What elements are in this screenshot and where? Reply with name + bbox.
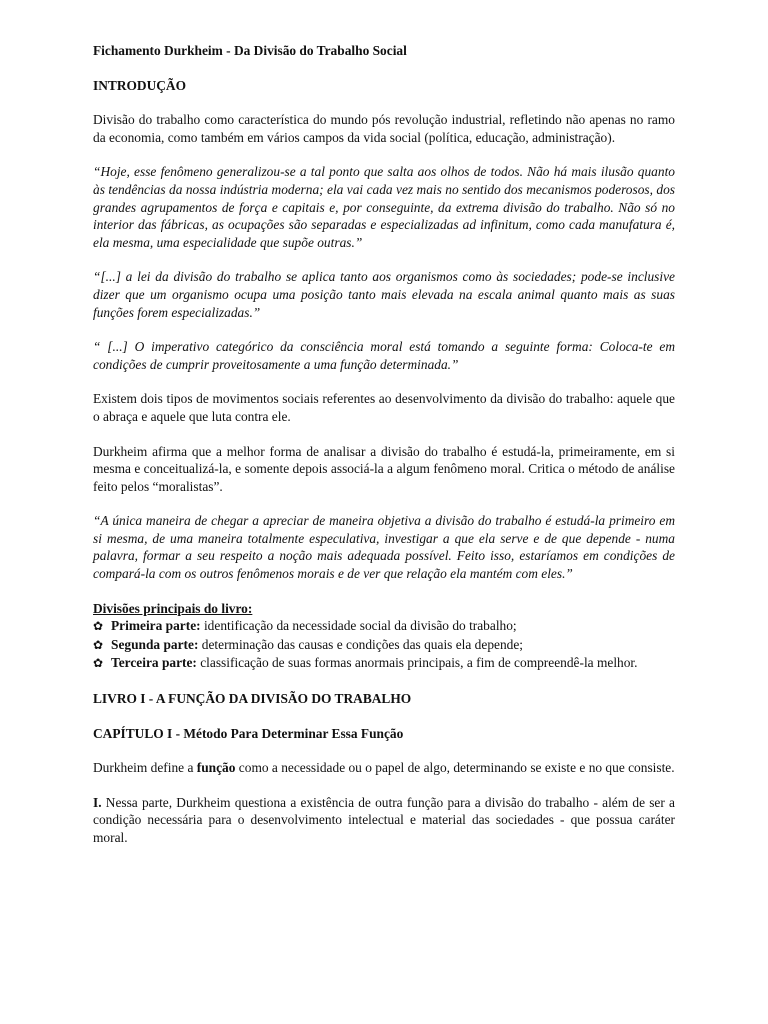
list-item [93,617,675,636]
paragraph-intro: Divisão do trabalho como característica do mundo pós revolução industrial, refletindo não apenas no ramo da economia, como também em vários campos da vida social (política, educação, administração). [93,112,675,145]
quote-1: “Hoje, esse fenômeno generalizou-se a tal ponto que salta aos olhos de todos. Não há mais ilusão quanto às tendências da nossa indústria moderna; ela vai cada vez mais no sentido dos mecanismos poderosos, dos grandes agrupamentos de força e capitais e, por conseguinte, da extrema divisão do trabalho. Não só no interior das fábricas, as ocupações são separadas e especializadas ad infinitum, como cada manufatura é, ela mesma, uma especialidade que supõe outras.” [93,164,675,250]
paragraph-movements: Existem dois tipos de movimentos sociais referentes ao desenvolvimento da divisão do trabalho: aquele que o abraça e aquele que luta contra ele. [93,391,675,424]
flower-bullet-icon: ✿ [93,656,104,671]
document-title: Fichamento Durkheim - Da Divisão do Trabalho Social [93,43,407,58]
book-divisions-heading: Divisões principais do livro: [93,600,253,616]
quote-2: “[...] a lei da divisão do trabalho se aplica tanto aos organismos como às sociedades; pode-se inclusive dizer que um organismo ocupa uma posição tanto mais elevada na escala animal quanto mais as suas funções forem especializadas.” [93,269,675,320]
list-item-text: classificação de suas formas anormais principais, a fim de compreendê-la melhor. [196,655,638,671]
quote-4: “A única maneira de chegar a apreciar de maneira objetiva a divisão do trabalho é estudá-la primeiro em si mesma, de uma maneira totalmente especulativa, investigar a que ela serve e de que depende - numa palavra, formar a seu respeito a noção mais adequada possível. Feito isso, estaríamos em condições de compará-la com os outros fenômenos morais e de ver que relação ela mantém com eles.” [93,513,675,582]
paragraph-section-i [93,794,675,847]
paragraph-method: Durkheim afirma que a melhor forma de analisar a divisão do trabalho é estudá-la, primeiramente, em si mesma e conceitualizá-la, e somente depois associá-la a algum fenômeno moral. Critica o método de análise feito pelos “moralistas”. [93,443,675,494]
list-item-label: Segunda parte: [111,636,199,652]
section-numeral: I. [93,794,102,810]
quote-3: “ [...] O imperativo categórico da consciência moral está tomando a seguinte forma: Coloca-te em condições de cumprir proveitosamente a uma função determinada.” [93,339,675,372]
list-item-text: identificação da necessidade social da divisão do trabalho; [200,618,517,634]
livro-heading: LIVRO I - A FUNÇÃO DA DIVISÃO DO TRABALHO [93,691,412,707]
function-pre: Durkheim define a [93,760,197,776]
function-post: como a necessidade ou o papel de algo, determinando se existe e no que consiste. [235,760,675,776]
section-i-text: Nessa parte, Durkheim questiona a existência de outra função para a divisão do trabalho - além de ser a condição necessária para o desenvolvimento intelectual e material das sociedades - que possua caráter moral. [93,794,675,845]
paragraph-function [93,759,675,777]
list-item-label: Primeira parte: [111,618,201,634]
list-item-text: determinação das causas e condições das quais ela depende; [198,636,524,652]
chapter-heading: CAPÍTULO I - Método Para Determinar Essa Função [93,725,404,741]
list-item [93,654,675,673]
function-term: função [196,760,236,776]
list-item [93,636,675,655]
list-item-label: Terceira parte: [111,655,197,671]
flower-bullet-icon: ✿ [93,637,104,652]
book-divisions-list [93,617,675,673]
flower-bullet-icon: ✿ [93,619,104,634]
intro-heading: INTRODUÇÃO [93,77,186,93]
